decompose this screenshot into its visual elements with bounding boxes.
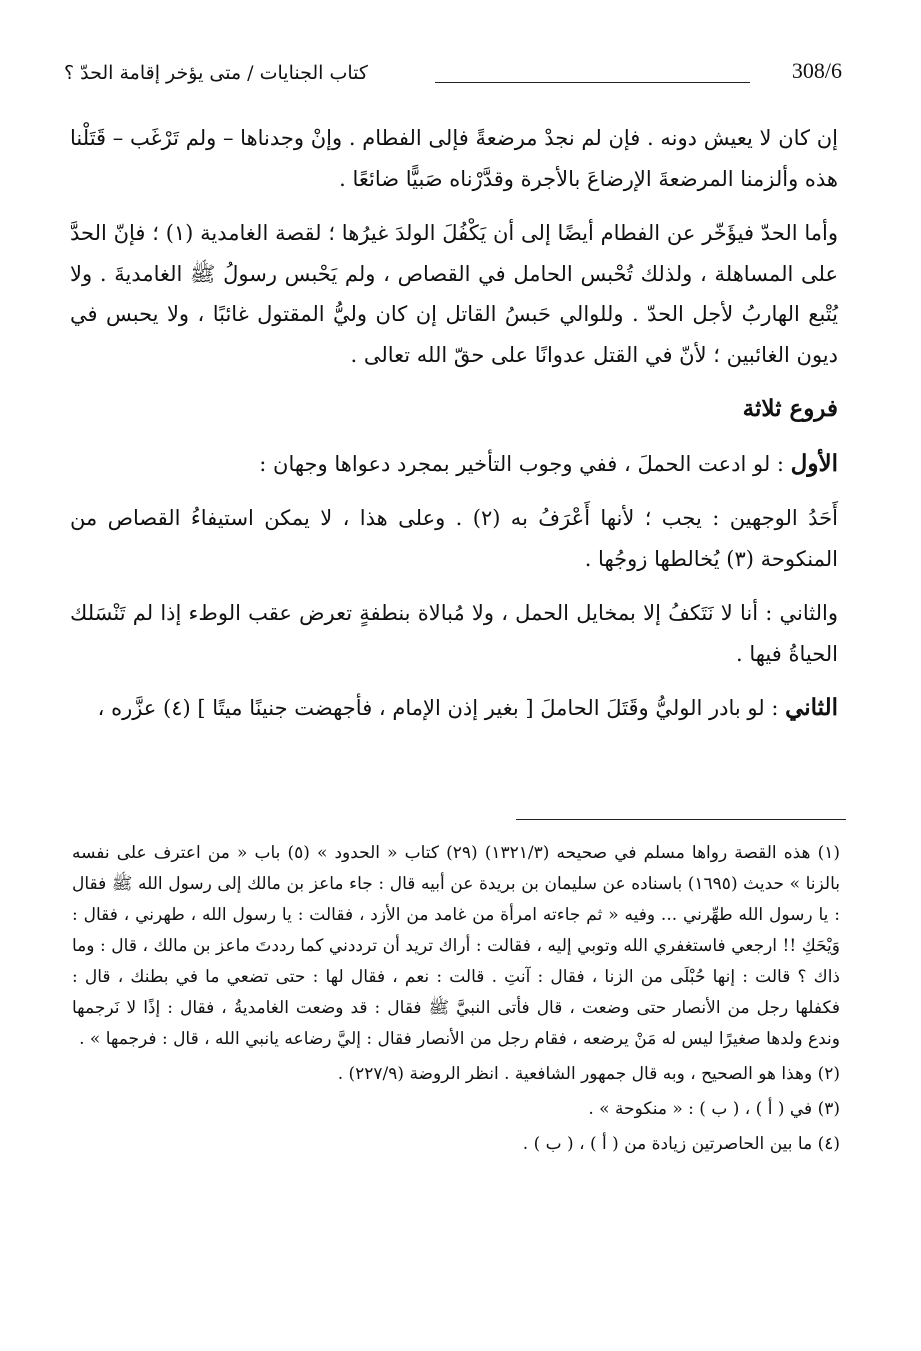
footnote-4: (٤) ما بين الحاصرتين زيادة من ( أ ) ، ( ب ) .	[522, 1134, 840, 1154]
paragraph-6-lead: الثاني	[785, 694, 838, 721]
footnote-2: (٢) وهذا هو الصحيح ، وبه قال جمهور الشافعية . انظر الروضة (٢٢٧/٩) .	[337, 1064, 840, 1084]
paragraph-4: أَحَدُ الوجهين : يجب ؛ لأنها أَعْرَفُ به (٢) . وعلى هذا ، لا يمكن استيفاءُ القصاص من المنكوحة (٣) يُخالطها زوجُها .	[70, 506, 839, 571]
paragraph-3-lead: الأول	[790, 449, 838, 477]
paragraph-3-text: : لو ادعت الحملَ ، ففي وجوب التأخير بمجرد دعواها وجهان :	[259, 451, 791, 476]
paragraph-6-text: : لو بادر الوليُّ وقَتَلَ الحاملَ [ بغير إذن الإمام ، فأجهضت جنينًا ميتًا ] (٤) عزَّره ،	[97, 696, 786, 720]
footnote-separator	[516, 819, 846, 820]
running-title: كتاب الجنايات / متى يؤخر إقامة الحدّ ؟	[64, 62, 368, 84]
section-heading: فروع ثلاثة	[742, 395, 838, 422]
footnote-1: (١) هذه القصة رواها مسلم في صحيحه (١٣٢١/٣) (٢٩) كتاب « الحدود » (٥) باب « من اعترف على نفسه بالزنا » حديث (١٦٩٥) باسناده عن سليمان بن بريدة عن أبيه قال : جاء ماعز بن مالك إلى رسول الله ﷺ فقال : يا رسول الله طهِّرني ... وفيه « ثم جاءته امرأة من غامد من الأزد ، فقالت : يا رسول الله ، طهرني ، فقال : وَيْحَكِ !! ارجعي فاستغفري الله وتوبي إليه ، فقالت : أراك تريد أن ترددني كما رددتَ ماعز بن مالك ، قال : وما ذاك ؟ قالت : إنها حُبْلَى من الزنا ، فقال : آنتِ . قالت : نعم ، فقال لها : حتى تضعي ما في بطنك ، قال : فكفلها رجل من الأنصار حتى وضعت ، قال فأتى النبيَّ ﷺ فقال : قد وضعت الغامديةُ ، فقال : إذًا لا نَرجمها وندع ولدها صغيرًا ليس له مَنْ يرضعه ، فقام رجل من الأنصار فقال : إليَّ رضاعه يانبي الله ، قال : فرجمها » .	[72, 843, 841, 1049]
paragraph-1: إن كان لا يعيش دونه . فإن لم نجدْ مرضعةً فإلى الفطام . وإنْ وجدناها – ولم تَرْغَب – قَتَلْنا هذه وألزمنا المرضعةَ الإرضاعَ بالأجرة وقدَّرْناه صَبيًّا ضائعًا .	[70, 126, 838, 191]
paragraph-3	[70, 444, 838, 485]
footnotes	[72, 838, 840, 1164]
page-number: 308/6	[791, 58, 842, 83]
paragraph-5: والثاني : أنا لا نَتَكفُ إلا بمخايل الحمل ، ولا مُبالاة بنطفةٍ تعرض عقب الوطء إذا لم تَنْسَلك الحياةُ فيها .	[70, 601, 838, 666]
header-rule	[435, 82, 750, 83]
paragraph-6	[70, 688, 838, 729]
main-text	[70, 118, 838, 743]
page-header	[60, 58, 850, 92]
footnote-3: (٣) في ( أ ) ، ( ب ) : « منكوحة » .	[588, 1099, 840, 1119]
paragraph-2: وأما الحدّ فيؤَخّر عن الفطام أيضًا إلى أن يَكْفُلَ الولدَ غيرُها ؛ لقصة الغامدية (١) ؛ فإنّ الحدَّ على المساهلة ، ولذلك تُحْبس الحامل في القصاص ، ولم يَحْبس رسولُ ﷺ الغامديةَ . ولا يُتْبع الهاربُ لأجل الحدّ . وللوالي حَبسُ القاتل إن كان وليُّ المقتول غائبًا ، ولا يحبس في ديون الغائبين ؛ لأنّ في القتل عدوانًا على حقّ الله تعالى .	[70, 221, 838, 367]
